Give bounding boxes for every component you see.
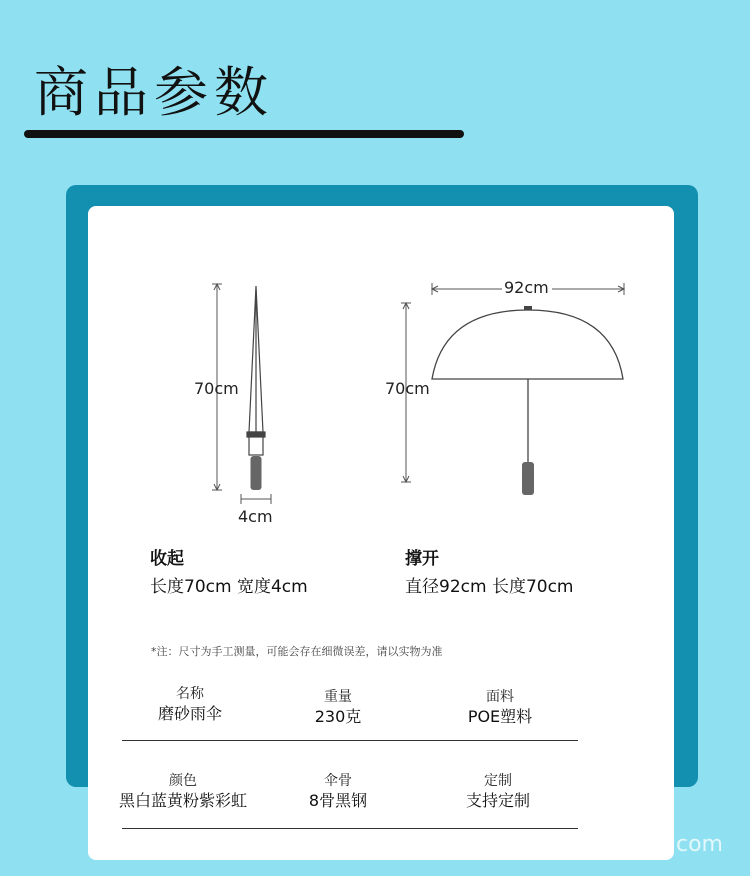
table-divider (122, 740, 578, 741)
table-divider (122, 828, 578, 829)
spec-value: POE塑料 (467, 707, 533, 726)
title-underline (24, 130, 464, 138)
open-umbrella-icon (432, 306, 623, 495)
open-width-label: 92cm (504, 278, 549, 297)
spec-value: 8骨黑钢 (308, 791, 368, 810)
spec-label: 重量 (324, 689, 352, 705)
spec-label: 伞骨 (324, 773, 352, 789)
spec-value: 支持定制 (465, 791, 530, 810)
spec-value: 磨砂雨伞 (157, 704, 222, 723)
open-description: 直径92cm 长度70cm (405, 577, 574, 597)
closed-width-label: 4cm (238, 507, 273, 526)
closed-height-label: 70cm (194, 379, 239, 398)
spec-label: 名称 (176, 686, 204, 702)
spec-label: 面料 (486, 689, 514, 705)
spec-card (88, 206, 674, 860)
spec-material (400, 688, 600, 726)
watermark: com (676, 832, 723, 857)
spec-label: 定制 (484, 773, 512, 789)
open-heading: 撑开 (405, 549, 439, 569)
closed-heading: 收起 (150, 549, 184, 569)
spec-value: 230克 (314, 707, 362, 726)
open-height-label: 70cm (385, 379, 430, 398)
spec-value: 黑白蓝黄粉紫彩虹 (118, 791, 247, 810)
spec-label: 颜色 (169, 773, 197, 789)
open-umbrella-diagram (88, 206, 674, 526)
closed-description: 长度70cm 宽度4cm (150, 577, 308, 597)
spec-customization (398, 772, 598, 810)
page-title: 商品参数 (34, 61, 274, 124)
measurement-note: *注：尺寸为手工测量，可能会存在细微误差，请以实物为准 (151, 645, 443, 658)
